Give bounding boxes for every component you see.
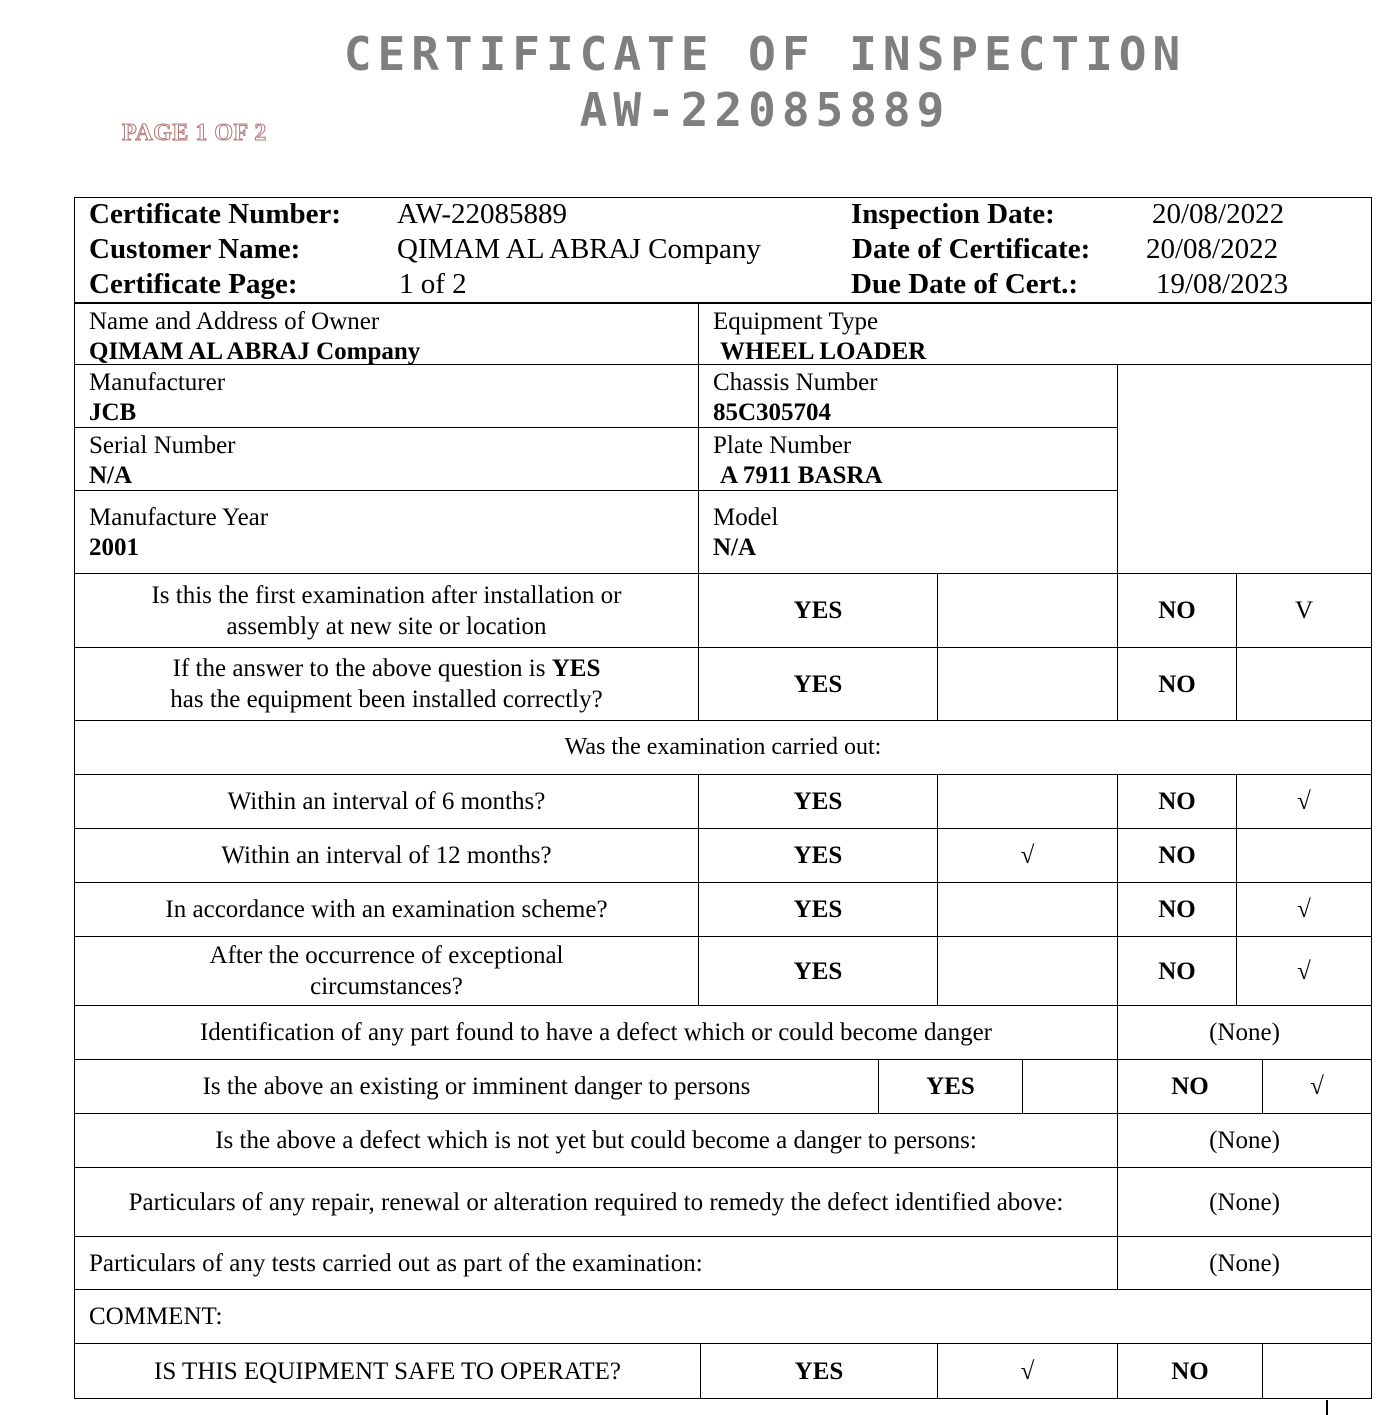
due-date-value: 19/08/2023 <box>1156 268 1289 300</box>
text-cursor <box>1326 1400 1328 1415</box>
no-check-cell <box>1236 647 1372 721</box>
no-check-cell <box>1236 882 1372 937</box>
no-label: NO <box>1117 936 1237 1006</box>
equipment-type-cell <box>698 303 1372 365</box>
check-mark: √ <box>1020 842 1035 869</box>
manufacturer-label: Manufacturer <box>89 369 226 396</box>
repair-answer: (None) <box>1117 1167 1372 1237</box>
certificate-number-title: AW-22085889 <box>579 83 951 137</box>
chassis-cell <box>698 364 1118 428</box>
cert-number-label: Certificate Number: <box>89 198 342 230</box>
equipment-type-value: WHEEL LOADER <box>720 338 927 365</box>
yes-check-cell <box>937 936 1118 1006</box>
defect-part-question: Identification of any part found to have a defect which or could become danger <box>74 1005 1118 1060</box>
certificate-title: CERTIFICATE OF INSPECTION <box>343 27 1187 81</box>
comment-label: COMMENT: <box>74 1289 1372 1344</box>
first-exam-question: Is this the first examination after installation or assembly at new site or location <box>74 573 699 648</box>
header-block <box>74 197 1372 303</box>
safe-question: IS THIS EQUIPMENT SAFE TO OPERATE? <box>74 1343 701 1399</box>
no-check-cell <box>1236 573 1372 648</box>
plate-label: Plate Number <box>713 432 852 459</box>
yes-label: YES <box>698 573 938 648</box>
model-value: N/A <box>713 534 757 561</box>
no-label: NO <box>1117 828 1237 883</box>
no-check-cell <box>1236 828 1372 883</box>
manufacturer-cell <box>74 364 699 428</box>
check-mark: √ <box>1310 1073 1324 1100</box>
defect-not-yet-row <box>74 1113 1372 1168</box>
tests-question: Particulars of any tests carried out as part of the examination: <box>74 1236 1118 1290</box>
installed-question <box>74 647 699 721</box>
plate-cell <box>698 427 1118 491</box>
defect-part-answer: (None) <box>1117 1005 1372 1060</box>
repair-question: Particulars of any repair, renewal or alteration required to remedy the defect identified above: <box>74 1167 1118 1237</box>
twelve-months-question: Within an interval of 12 months? <box>74 828 699 883</box>
manufacturer-value: JCB <box>89 399 137 426</box>
tests-answer: (None) <box>1117 1236 1372 1290</box>
cert-page-label: Certificate Page: <box>89 268 298 300</box>
year-cell <box>74 490 699 574</box>
defect-not-yet-answer: (None) <box>1117 1113 1372 1168</box>
yes-check-cell <box>937 1343 1118 1399</box>
cert-page-value: 1 of 2 <box>399 268 467 300</box>
owner-row <box>74 303 1372 365</box>
yes-label: YES <box>878 1059 1023 1114</box>
date-of-certificate-value: 20/08/2022 <box>1146 233 1279 265</box>
exam-carried-heading: Was the examination carried out: <box>74 720 1372 775</box>
no-check-cell <box>1262 1059 1372 1114</box>
yes-check-cell <box>937 828 1118 883</box>
yes-label: YES <box>698 774 938 829</box>
no-label: NO <box>1117 882 1237 937</box>
defect-not-yet-question: Is the above a defect which is not yet but could become a danger to persons: <box>74 1113 1118 1168</box>
no-check-cell <box>1236 774 1372 829</box>
installed-row <box>74 647 1372 721</box>
installed-question-yes: YES <box>551 655 601 682</box>
installed-question-pre: If the answer to the above question is <box>172 655 552 682</box>
page-indicator: PAGE 1 OF 2 <box>122 120 267 146</box>
exceptional-row <box>74 936 1372 1006</box>
check-mark: V <box>1294 597 1314 624</box>
exceptional-question: After the occurrence of exceptional circumstances? <box>74 936 699 1006</box>
no-label: NO <box>1117 573 1237 648</box>
year-value: 2001 <box>89 534 139 561</box>
no-label: NO <box>1117 774 1237 829</box>
inspection-date-label: Inspection Date: <box>851 198 1055 230</box>
no-check-cell <box>1236 936 1372 1006</box>
defect-part-row <box>74 1005 1372 1060</box>
equipment-type-label: Equipment Type <box>713 308 879 335</box>
owner-value: QIMAM AL ABRAJ Company <box>89 338 421 365</box>
yes-label: YES <box>700 1343 938 1399</box>
model-cell <box>698 490 1118 574</box>
repair-row <box>74 1167 1372 1237</box>
comment-row <box>74 1289 1372 1344</box>
yes-label: YES <box>698 936 938 1006</box>
serial-label: Serial Number <box>89 432 236 459</box>
yes-label: YES <box>698 828 938 883</box>
check-mark: √ <box>1297 788 1311 815</box>
chassis-label: Chassis Number <box>713 369 878 396</box>
tests-row <box>74 1236 1372 1290</box>
no-check-cell <box>1262 1343 1372 1399</box>
yes-check-cell <box>937 573 1118 648</box>
serial-cell <box>74 427 699 491</box>
no-label: NO <box>1117 1343 1263 1399</box>
inspection-date-value: 20/08/2022 <box>1152 198 1285 230</box>
no-label: NO <box>1117 647 1237 721</box>
customer-name-value: QIMAM AL ABRAJ Company <box>397 233 761 265</box>
check-mark: √ <box>1297 957 1311 985</box>
serial-row <box>74 427 1372 491</box>
check-mark: √ <box>1020 1357 1035 1385</box>
scheme-question: In accordance with an examination scheme? <box>74 882 699 937</box>
twelve-months-row <box>74 828 1372 883</box>
yes-check-cell <box>937 882 1118 937</box>
six-months-row <box>74 774 1372 829</box>
serial-value: N/A <box>89 462 133 489</box>
year-row <box>74 490 1372 574</box>
owner-cell <box>74 303 699 365</box>
chassis-value: 85C305704 <box>713 399 832 426</box>
yes-check-cell <box>937 774 1118 829</box>
safe-row <box>74 1343 1372 1399</box>
owner-label: Name and Address of Owner <box>89 308 380 335</box>
installed-question-post: has the equipment been installed correctly? <box>170 686 603 713</box>
cert-number-value: AW-22085889 <box>397 198 568 230</box>
yes-label: YES <box>698 882 938 937</box>
six-months-question: Within an interval of 6 months? <box>74 774 699 829</box>
due-date-label: Due Date of Cert.: <box>851 268 1079 300</box>
existing-danger-question: Is the above an existing or imminent danger to persons <box>74 1059 879 1114</box>
plate-value: A 7911 BASRA <box>720 462 883 489</box>
exam-carried-row <box>74 720 1372 775</box>
no-label: NO <box>1117 1059 1263 1114</box>
manufacturer-row <box>74 364 1372 428</box>
model-label: Model <box>713 504 779 531</box>
yes-label: YES <box>698 647 938 721</box>
scheme-row <box>74 882 1372 937</box>
yes-check-cell <box>1022 1059 1118 1114</box>
first-exam-row <box>74 573 1372 648</box>
yes-check-cell <box>937 647 1118 721</box>
customer-name-label: Customer Name: <box>89 233 301 265</box>
existing-danger-row <box>74 1059 1372 1114</box>
check-mark: √ <box>1297 896 1311 923</box>
date-of-certificate-label: Date of Certificate: <box>852 233 1091 265</box>
year-label: Manufacture Year <box>89 504 269 531</box>
